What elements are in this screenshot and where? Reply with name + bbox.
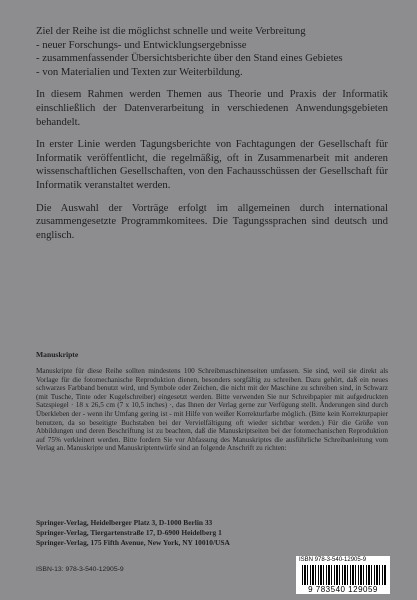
list-item: - zusammenfassender Übersichtsberichte über den Stand eines Gebietes: [36, 52, 343, 65]
barcode-digits: 9 783540 129059: [308, 585, 378, 594]
manuscript-heading: Manuskripte: [36, 350, 79, 359]
barcode-isbn-label: ISBN 978-3-540-12905-9: [299, 557, 367, 563]
isbn-text: ISBN-13: 978-3-540-12905-9: [36, 566, 124, 573]
goals-list: [36, 39, 388, 80]
publisher-addresses: [36, 518, 296, 548]
intro-paragraph: Ziel der Reihe ist die möglichst schnelle und weite Verbreitung: [36, 25, 306, 37]
series-description: [36, 25, 388, 251]
proceedings-paragraph: In erster Linie werden Tagungsberichte von Fachtagungen der Gesellschaft für Informatik veröffentlicht, die regelmäßig, oft in Zusammenarbeit mit anderen wissenschaftlichen Gesellschaften, von den Fachausschüssen der Gesellschaft für Informatik veranstaltet werden.: [36, 138, 388, 191]
manuscript-instructions: Manuskripte für diese Reihe sollten mindestens 100 Schreibmaschinenseiten umfassen. Sie sind, weil sie direkt als Vorlage für die fotomechanische Reproduktion dienen, besonders sorgfältig zu schreiben. Dazu gehört, daß ein neues schwarzes Farbband benutzt wird, und Symbole oder Zeichen, die nicht mit der Maschine zu schreiben sind, in Schwarz (mit Tusche, Tinte oder Kugelschreiber) eingesetzt werden. Bitte verwenden Sie nur Schreibpapier mit aufgedruckten Satzspiegel · 18 x 26,5 cm (7 x 10,5 inches) ·, das Ihnen der Verlag gerne zur Verfügung stellt. Änderungen sind durch Überkleben der - wenn ihr Umfang gering ist - mit Hilfe von weißer Korrekturfarbe möglich. (Bitte kein Korrekturpapier benutzen, da so beseitigte Buchstaben bei der Vervielfältigung oft wieder sichtbar werden.) Für die Größe von Abbildungen und deren Beschriftung ist zu beachten, daß die Manuskriptseiten bei der fotomechanischen Reproduktion auf 75% verkleinert werden. Bitte fordern Sie vor Abfassung des Manuskriptes die ausführliche Schreibanleitung vom Verlag an. Manuskripte und Manuskriptentwürfe sind an folgende Anschrift zu richten:: [36, 367, 388, 453]
list-item: - von Materialien und Texten zur Weiterbildung.: [36, 65, 243, 78]
topics-paragraph: In diesem Rahmen werden Themen aus Theorie und Praxis der Informatik einschließlich der Datenverarbeitung in verschiedenen Anwendungsgebieten behandelt.: [36, 88, 388, 128]
selection-paragraph: Die Auswahl der Vorträge erfolgt im allgemeinen durch international zusammengesetzte Programmkomitees. Die Tagungssprachen sind deutsch und englisch.: [36, 201, 388, 241]
address-new-york: Springer-Verlag, 175 Fifth Avenue, New York, NY 10010/USA: [36, 538, 230, 547]
list-item: - neuer Forschungs- und Entwicklungsergebnisse: [36, 38, 247, 51]
isbn-barcode: [296, 556, 390, 594]
address-berlin: Springer-Verlag, Heidelberger Platz 3, D-1000 Berlin 33: [36, 518, 213, 527]
manuscript-section: [36, 350, 388, 453]
address-heidelberg: Springer-Verlag, Tiergartenstraße 17, D-6900 Heidelberg 1: [36, 528, 222, 537]
barcode-bars: [302, 565, 386, 585]
